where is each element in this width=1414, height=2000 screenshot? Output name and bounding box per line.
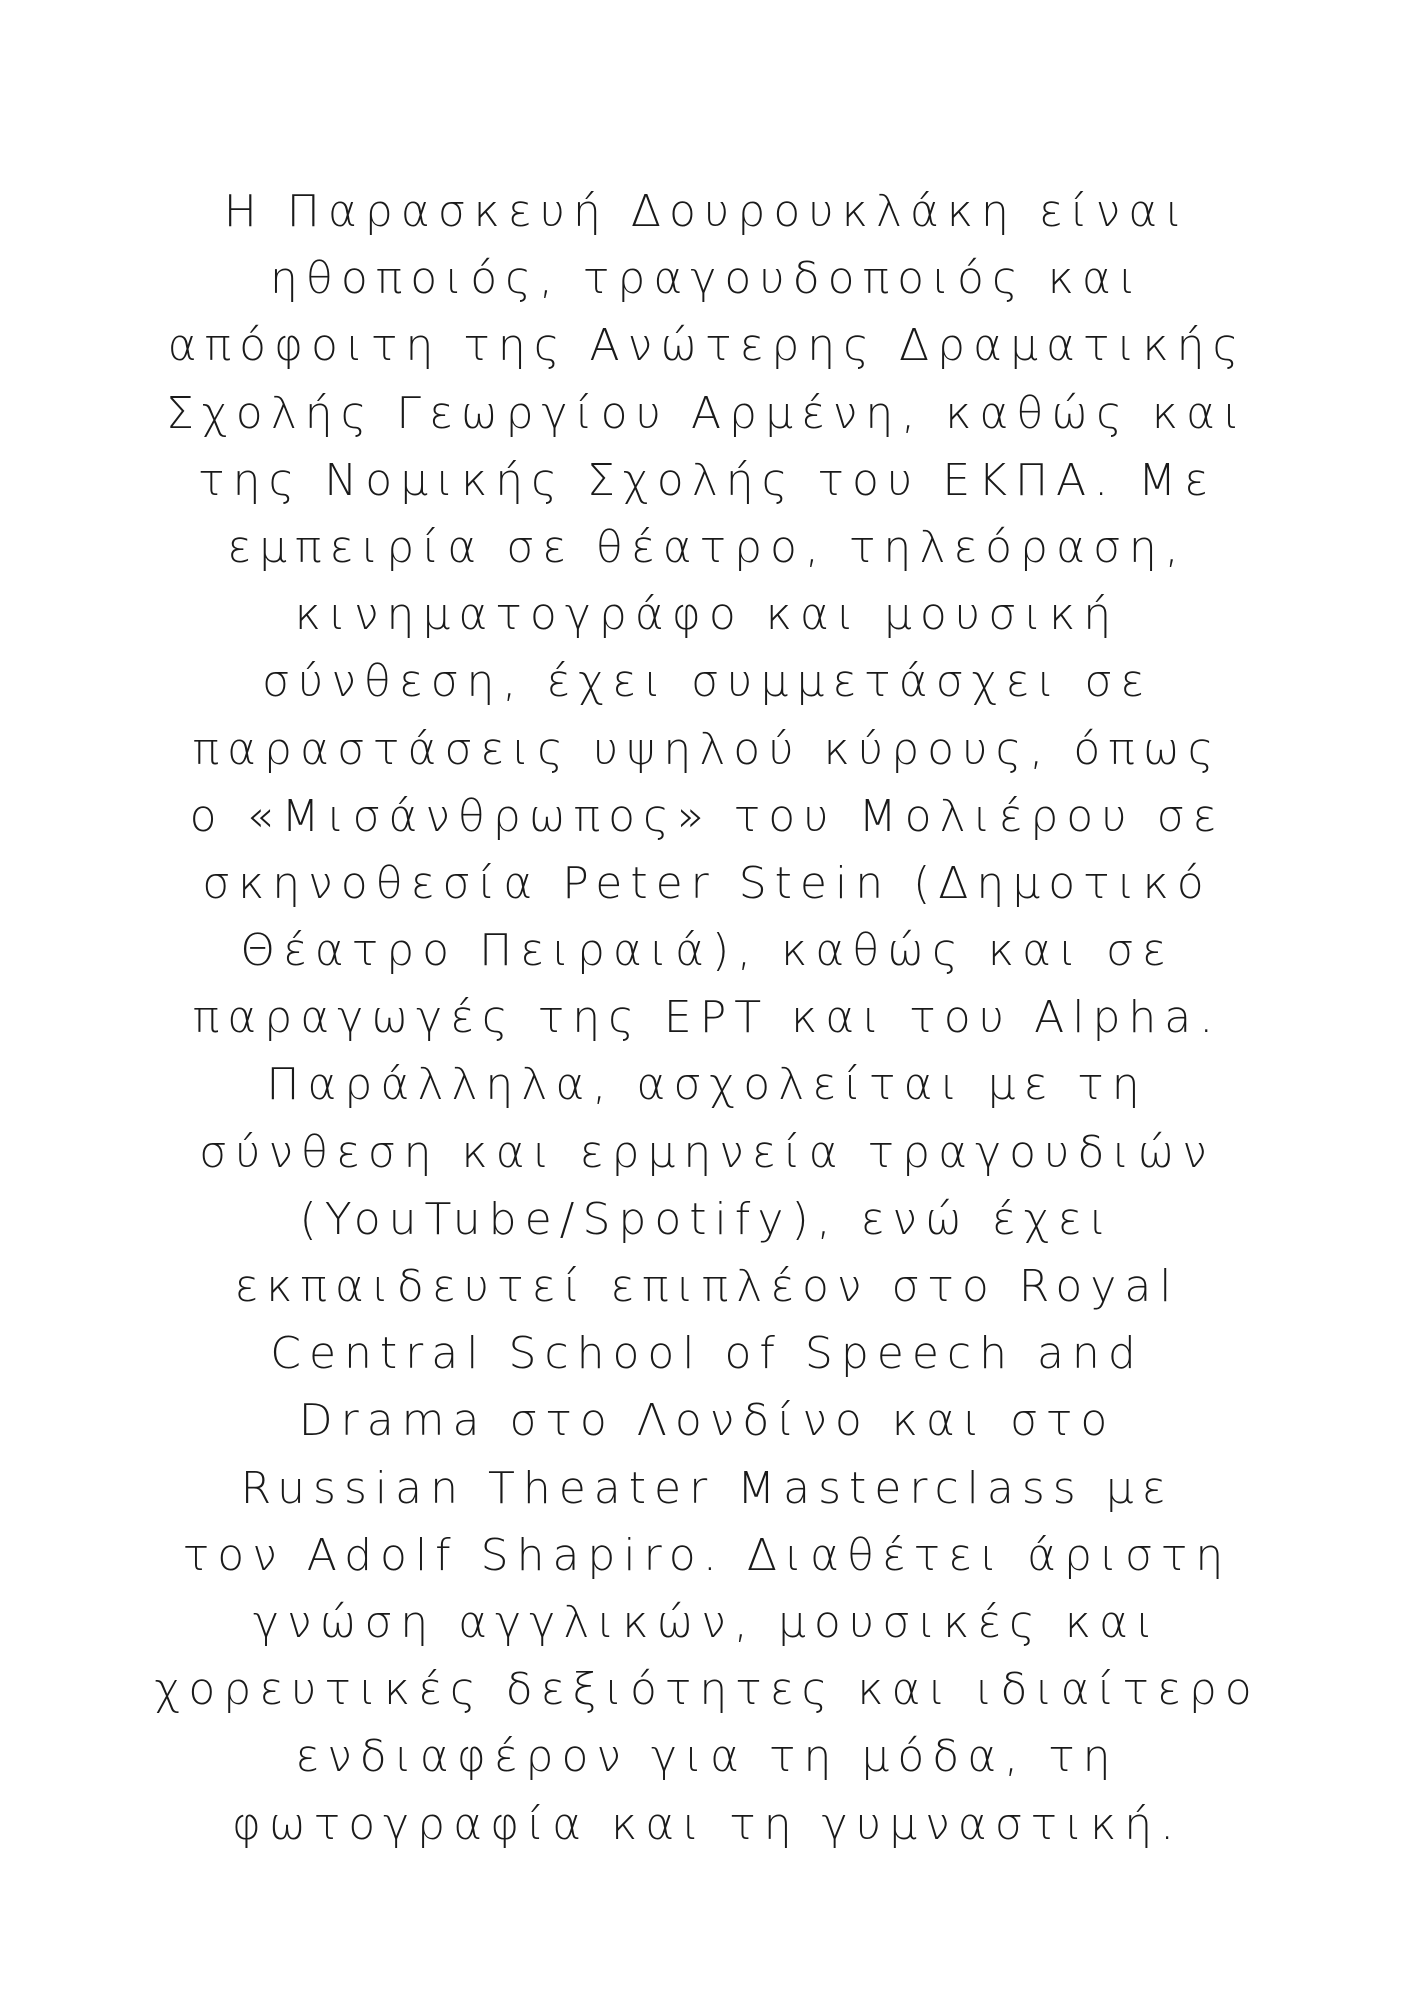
text-line: απόφοιτη της Ανώτερης Δραματικής (167, 320, 1247, 372)
text-line: σκηνοθεσία Peter Stein (Δημοτικό (202, 857, 1212, 909)
text-line: Θέατρο Πειραιά), καθώς και σε (240, 925, 1174, 977)
text-line: παραστάσεις υψηλού κύρους, όπως (192, 723, 1222, 775)
text-line: της Νομικής Σχολής του ΕΚΠΑ. Με (198, 454, 1216, 506)
text-line: εμπειρία σε θέατρο, τηλεόραση, (227, 521, 1187, 573)
text-line: Drama στο Λονδίνο και στο (298, 1395, 1116, 1447)
text-line: σύνθεση και ερμηνεία τραγουδιών (199, 1126, 1215, 1178)
text-line: σύνθεση, έχει συμμετάσχει σε (261, 656, 1152, 708)
text-line: ο «Μισάνθρωπος» του Μολιέρου σε (189, 790, 1225, 842)
text-line: γνώση αγγλικών, μουσικές και (252, 1596, 1162, 1648)
text-line: κινηματογράφο και μουσική (294, 589, 1120, 641)
text-line: παραγωγές της ΕΡΤ και του Alpha. (192, 992, 1222, 1044)
text-line: χορευτικές δεξιότητες και ιδιαίτερο (154, 1664, 1260, 1716)
text-line: Παράλληλα, ασχολείται με τη (266, 1059, 1148, 1111)
text-line: ενδιαφέρον για τη μόδα, τη (295, 1731, 1119, 1783)
text-line: Η Παρασκευή Δουρουκλάκη είναι (223, 186, 1191, 237)
biography-paragraph (80, 178, 1334, 1858)
text-line: Central School of Speech and (270, 1328, 1144, 1380)
text-line: εκπαιδευτεί επιπλέον στο Royal (234, 1261, 1180, 1312)
text-line: Σχολής Γεωργίου Αρμένη, καθώς και (165, 387, 1249, 439)
text-line: ηθοποιός, τραγουδοποιός και (270, 253, 1144, 305)
text-line: Russian Theater Masterclass με (240, 1462, 1174, 1514)
text-line: φωτογραφία και τη γυμναστική. (231, 1798, 1183, 1850)
text-line: (YouTube/Spotify), ενώ έχει (299, 1193, 1115, 1245)
text-line: τον Adolf Shapiro. Διαθέτει άριστη (182, 1529, 1232, 1581)
